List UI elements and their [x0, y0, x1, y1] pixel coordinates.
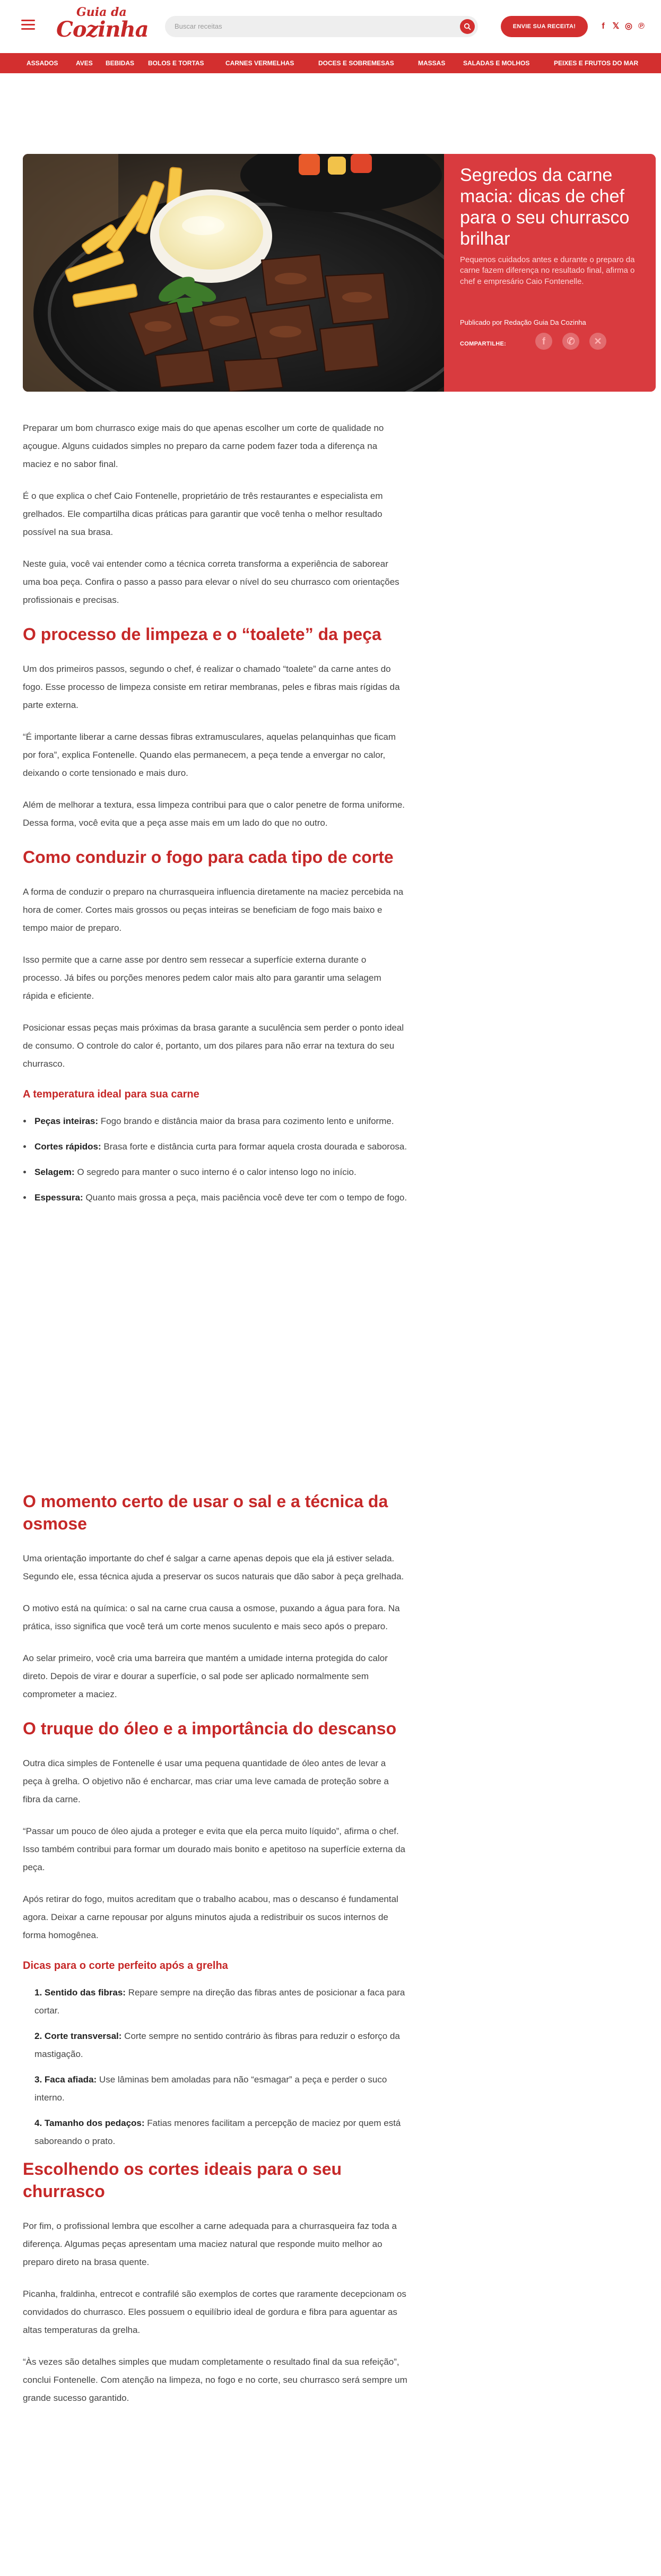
site-logo[interactable] — [55, 5, 151, 42]
share-whatsapp-icon[interactable]: ✆ — [562, 333, 579, 350]
hero-image — [23, 154, 444, 392]
list-item-term: Peças inteiras: — [34, 1116, 99, 1126]
article-hero — [23, 154, 656, 392]
share-facebook-icon[interactable]: f — [535, 333, 552, 350]
article-byline: Publicado por Redação Guia Da Cozinha — [460, 318, 586, 326]
list-item-number: 2. — [34, 2031, 42, 2041]
list-item-term: Espessura: — [34, 1192, 83, 1203]
nav-item-bebidas[interactable]: BEBIDAS — [106, 59, 135, 67]
section-heading-oleo: O truque do óleo e a importância do descanso — [23, 1719, 397, 1738]
list-item-text: Fatias menores facilitam a percepção de maciez por quem está saboreando o prato. — [34, 2118, 401, 2146]
nav-item-bolos[interactable]: BOLOS E TORTAS — [148, 59, 204, 67]
paragraph: Ao selar primeiro, você cria uma barreira que mantém a umidade interna protegida do calor direto. Depois de virar e dourar a superfície, o sal pode ser aplicado normalmente sem comprometer a maciez. — [23, 1653, 388, 1699]
list-item-term: Sentido das fibras: — [44, 1987, 126, 1998]
list-item-number: 4. — [34, 2118, 42, 2128]
menu-icon[interactable] — [21, 20, 35, 30]
paragraph: O motivo está na química: o sal na carne crua causa a osmose, puxando a água para fora. Na prática, isso significa que você terá um corte menos suculento e mais seco após o preparo. — [23, 1603, 400, 1631]
paragraph: A forma de conduzir o preparo na churrasqueira influencia diretamente na maciez percebida na hora de comer. Cortes mais grossos ou peças inteiras se beneficiam de fogo mais baixo e tempo maior de preparo. — [23, 887, 404, 933]
subheading-temperatura: A temperatura ideal para sua carne — [23, 1088, 199, 1100]
list-item-text: Quanto mais grossa a peça, mais paciência você deve ter com o tempo de fogo. — [83, 1192, 407, 1203]
article-body — [23, 419, 407, 2421]
logo-small-text: Guia da — [76, 5, 127, 19]
list-item — [32, 2027, 407, 2063]
list-item — [32, 1138, 407, 1156]
share-label: COMPARTILHE: — [460, 341, 507, 347]
share-buttons — [535, 333, 616, 350]
paragraph: Picanha, fraldinha, entrecot e contrafilé são exemplos de cortes que raramente decepcionam os convidados do churrasco. Eles possuem o equilíbrio ideal de gordura e fibra para aguentar as altas temperaturas da grelha. — [23, 2289, 406, 2335]
send-recipe-button[interactable]: ENVIE SUA RECEITA! — [501, 16, 588, 37]
search-icon — [464, 23, 471, 30]
section-heading-cortes: Escolhendo os cortes ideais para o seu churrasco — [23, 2159, 342, 2201]
list-item-term: Tamanho dos pedaços: — [44, 2118, 145, 2128]
intro-paragraph: Preparar um bom churrasco exige mais do que apenas escolher um corte de qualidade no açougue. Alguns cuidados simples no preparo da carne podem fazer toda a diferença na maciez e no sabor final. — [23, 423, 384, 469]
list-item-number: 1. — [34, 1987, 42, 1998]
section-heading-limpeza: O processo de limpeza e o “toalete” da peça — [23, 625, 381, 644]
paragraph: Outra dica simples de Fontenelle é usar uma pequena quantidade de óleo antes de levar a peça à grelha. O objetivo não é encharcar, mas criar uma leve camada de proteção sobre a fibra da carne. — [23, 1758, 389, 1804]
paragraph: Além de melhorar a textura, essa limpeza contribui para que o calor penetre de forma uniforme. Dessa forma, você evita que a peça asse mais em um lado do que no outro. — [23, 800, 405, 828]
cut-tips-list — [32, 1984, 407, 2150]
paragraph: Um dos primeiros passos, segundo o chef, é realizar o chamado “toalete” da carne antes do fogo. Esse processo de limpeza consiste em retirar membranas, peles e fibras mais rígidas da parte externa. — [23, 664, 400, 710]
nav-item-massas[interactable]: MASSAS — [418, 59, 446, 67]
list-item — [32, 1189, 407, 1207]
nav-item-carnes[interactable]: CARNES VERMELHAS — [225, 59, 294, 67]
list-item-text: Repare sempre na direção das fibras antes de posicionar a faca para cortar. — [34, 1987, 405, 2016]
nav-item-peixes[interactable]: PEIXES E FRUTOS DO MAR — [554, 59, 639, 67]
social-links — [598, 21, 649, 32]
paragraph: Por fim, o profissional lembra que escolher a carne adequada para a churrasqueira faz toda a diferença. Algumas peças apresentam uma maciez natural que responde muito melhor ao preparo direto na brasa quente. — [23, 2221, 397, 2267]
x-icon[interactable]: 𝕏 — [612, 22, 620, 31]
list-item-term: Faca afiada: — [44, 2074, 97, 2085]
section-heading-fogo: Como conduzir o fogo para cada tipo de corte — [23, 848, 394, 867]
list-item — [32, 2071, 407, 2107]
paragraph: Após retirar do fogo, muitos acreditam que o trabalho acabou, mas o descanso é fundamental agora. Deixar a carne repousar por alguns minutos ajuda a redistribuir os sucos internos de forma homogênea. — [23, 1894, 398, 1940]
intro-paragraph: Neste guia, você vai entender como a técnica correta transforma a experiência de saborear uma boa peça. Confira o passo a passo para elevar o nível do seu churrasco com orientações profissionais e precisas. — [23, 559, 399, 605]
search-input[interactable]: Buscar receitas — [175, 22, 222, 30]
ad-placeholder — [23, 1214, 407, 1490]
list-item-text: O segredo para manter o suco interno é o calor intenso logo no início. — [74, 1167, 356, 1177]
list-item — [32, 1163, 407, 1181]
paragraph: Isso permite que a carne asse por dentro sem ressecar a superfície externa durante o processo. Já bifes ou porções menores pedem calor mais alto para garantir uma selagem rápida e eficiente. — [23, 955, 381, 1001]
pinterest-icon[interactable]: ℗ — [638, 22, 645, 31]
search-bar[interactable] — [165, 16, 478, 37]
list-item-text: Corte sempre no sentido contrário às fibras para reduzir o esforço da mastigação. — [34, 2031, 400, 2059]
instagram-icon[interactable]: ◎ — [625, 22, 632, 31]
search-button[interactable] — [460, 19, 475, 34]
intro-paragraph: É o que explica o chef Caio Fontenelle, proprietário de três restaurantes e especialista em grelhados. Ele compartilha dicas práticas para garantir que você tenha o melhor resultado possível na sua brasa. — [23, 491, 383, 537]
paragraph: “Passar um pouco de óleo ajuda a proteger e evita que ela perca muito líquido”, afirma o chef. Isso também contribui para formar um dourado mais bonito e apetitoso na superfície externa da peça. — [23, 1826, 405, 1872]
paragraph: Posicionar essas peças mais próximas da brasa garante a suculência sem perder o ponto ideal de consumo. O controle do calor é, portanto, um dos pilares para não errar na textura do seu churrasco. — [23, 1023, 404, 1069]
nav-item-doces[interactable]: DOCES E SOBREMESAS — [318, 59, 394, 67]
article-title: Segredos da carne macia: dicas de chef para o seu churrasco brilhar — [460, 165, 630, 249]
site-header — [0, 0, 661, 53]
list-item-term: Cortes rápidos: — [34, 1142, 101, 1152]
facebook-icon[interactable]: f — [602, 22, 605, 31]
paragraph: Uma orientação importante do chef é salgar a carne apenas depois que ela já estiver selada. Segundo ele, essa técnica ajuda a preservar os sucos naturais que dão sabor à peça grelhada. — [23, 1553, 404, 1581]
list-item-text: Fogo brando e distância maior da brasa para cozimento lento e uniforme. — [98, 1116, 394, 1126]
list-item — [32, 1112, 407, 1130]
temperature-list — [32, 1112, 407, 1207]
subheading-corte: Dicas para o corte perfeito após a grelha — [23, 1960, 228, 1972]
category-nav — [0, 53, 661, 73]
hero-card — [444, 154, 656, 392]
nav-item-saladas[interactable]: SALADAS E MOLHOS — [463, 59, 530, 67]
paragraph: “Às vezes são detalhes simples que mudam completamente o resultado final da sua refeição”, conclui Fontenelle. Com atenção na limpeza, no fogo e no corte, seu churrasco será sempre um grande sucesso garantido. — [23, 2357, 407, 2403]
section-heading-sal: O momento certo de usar o sal e a técnica da osmose — [23, 1492, 388, 1533]
list-item — [32, 1984, 407, 2020]
nav-item-aves[interactable]: AVES — [76, 59, 93, 67]
list-item-term: Corte transversal: — [44, 2031, 122, 2041]
nav-item-assados[interactable]: ASSADOS — [27, 59, 58, 67]
article-subtitle: Pequenos cuidados antes e durante o preparo da carne fazem diferença no resultado final, afirma o chef e empresário Caio Fontenelle. — [460, 255, 635, 286]
list-item-text: Brasa forte e distância curta para formar aquela crosta dourada e saborosa. — [101, 1142, 407, 1152]
paragraph: “É importante liberar a carne dessas fibras extramusculares, aquelas pelanquinhas que ficam por fora”, explica Fontenelle. Quando elas permanecem, a peça tende a envergar no calor, deixando o corte tensionado e mais duro. — [23, 732, 396, 778]
list-item-term: Selagem: — [34, 1167, 75, 1177]
list-item-number: 3. — [34, 2074, 42, 2085]
logo-big-text: Cozinha — [56, 17, 149, 42]
list-item — [32, 2114, 407, 2150]
share-x-icon[interactable]: ✕ — [589, 333, 606, 350]
hero-food-illustration — [23, 154, 444, 392]
list-item-text: Use lâminas bem amoladas para não “esmagar” a peça e perder o suco interno. — [34, 2074, 387, 2103]
